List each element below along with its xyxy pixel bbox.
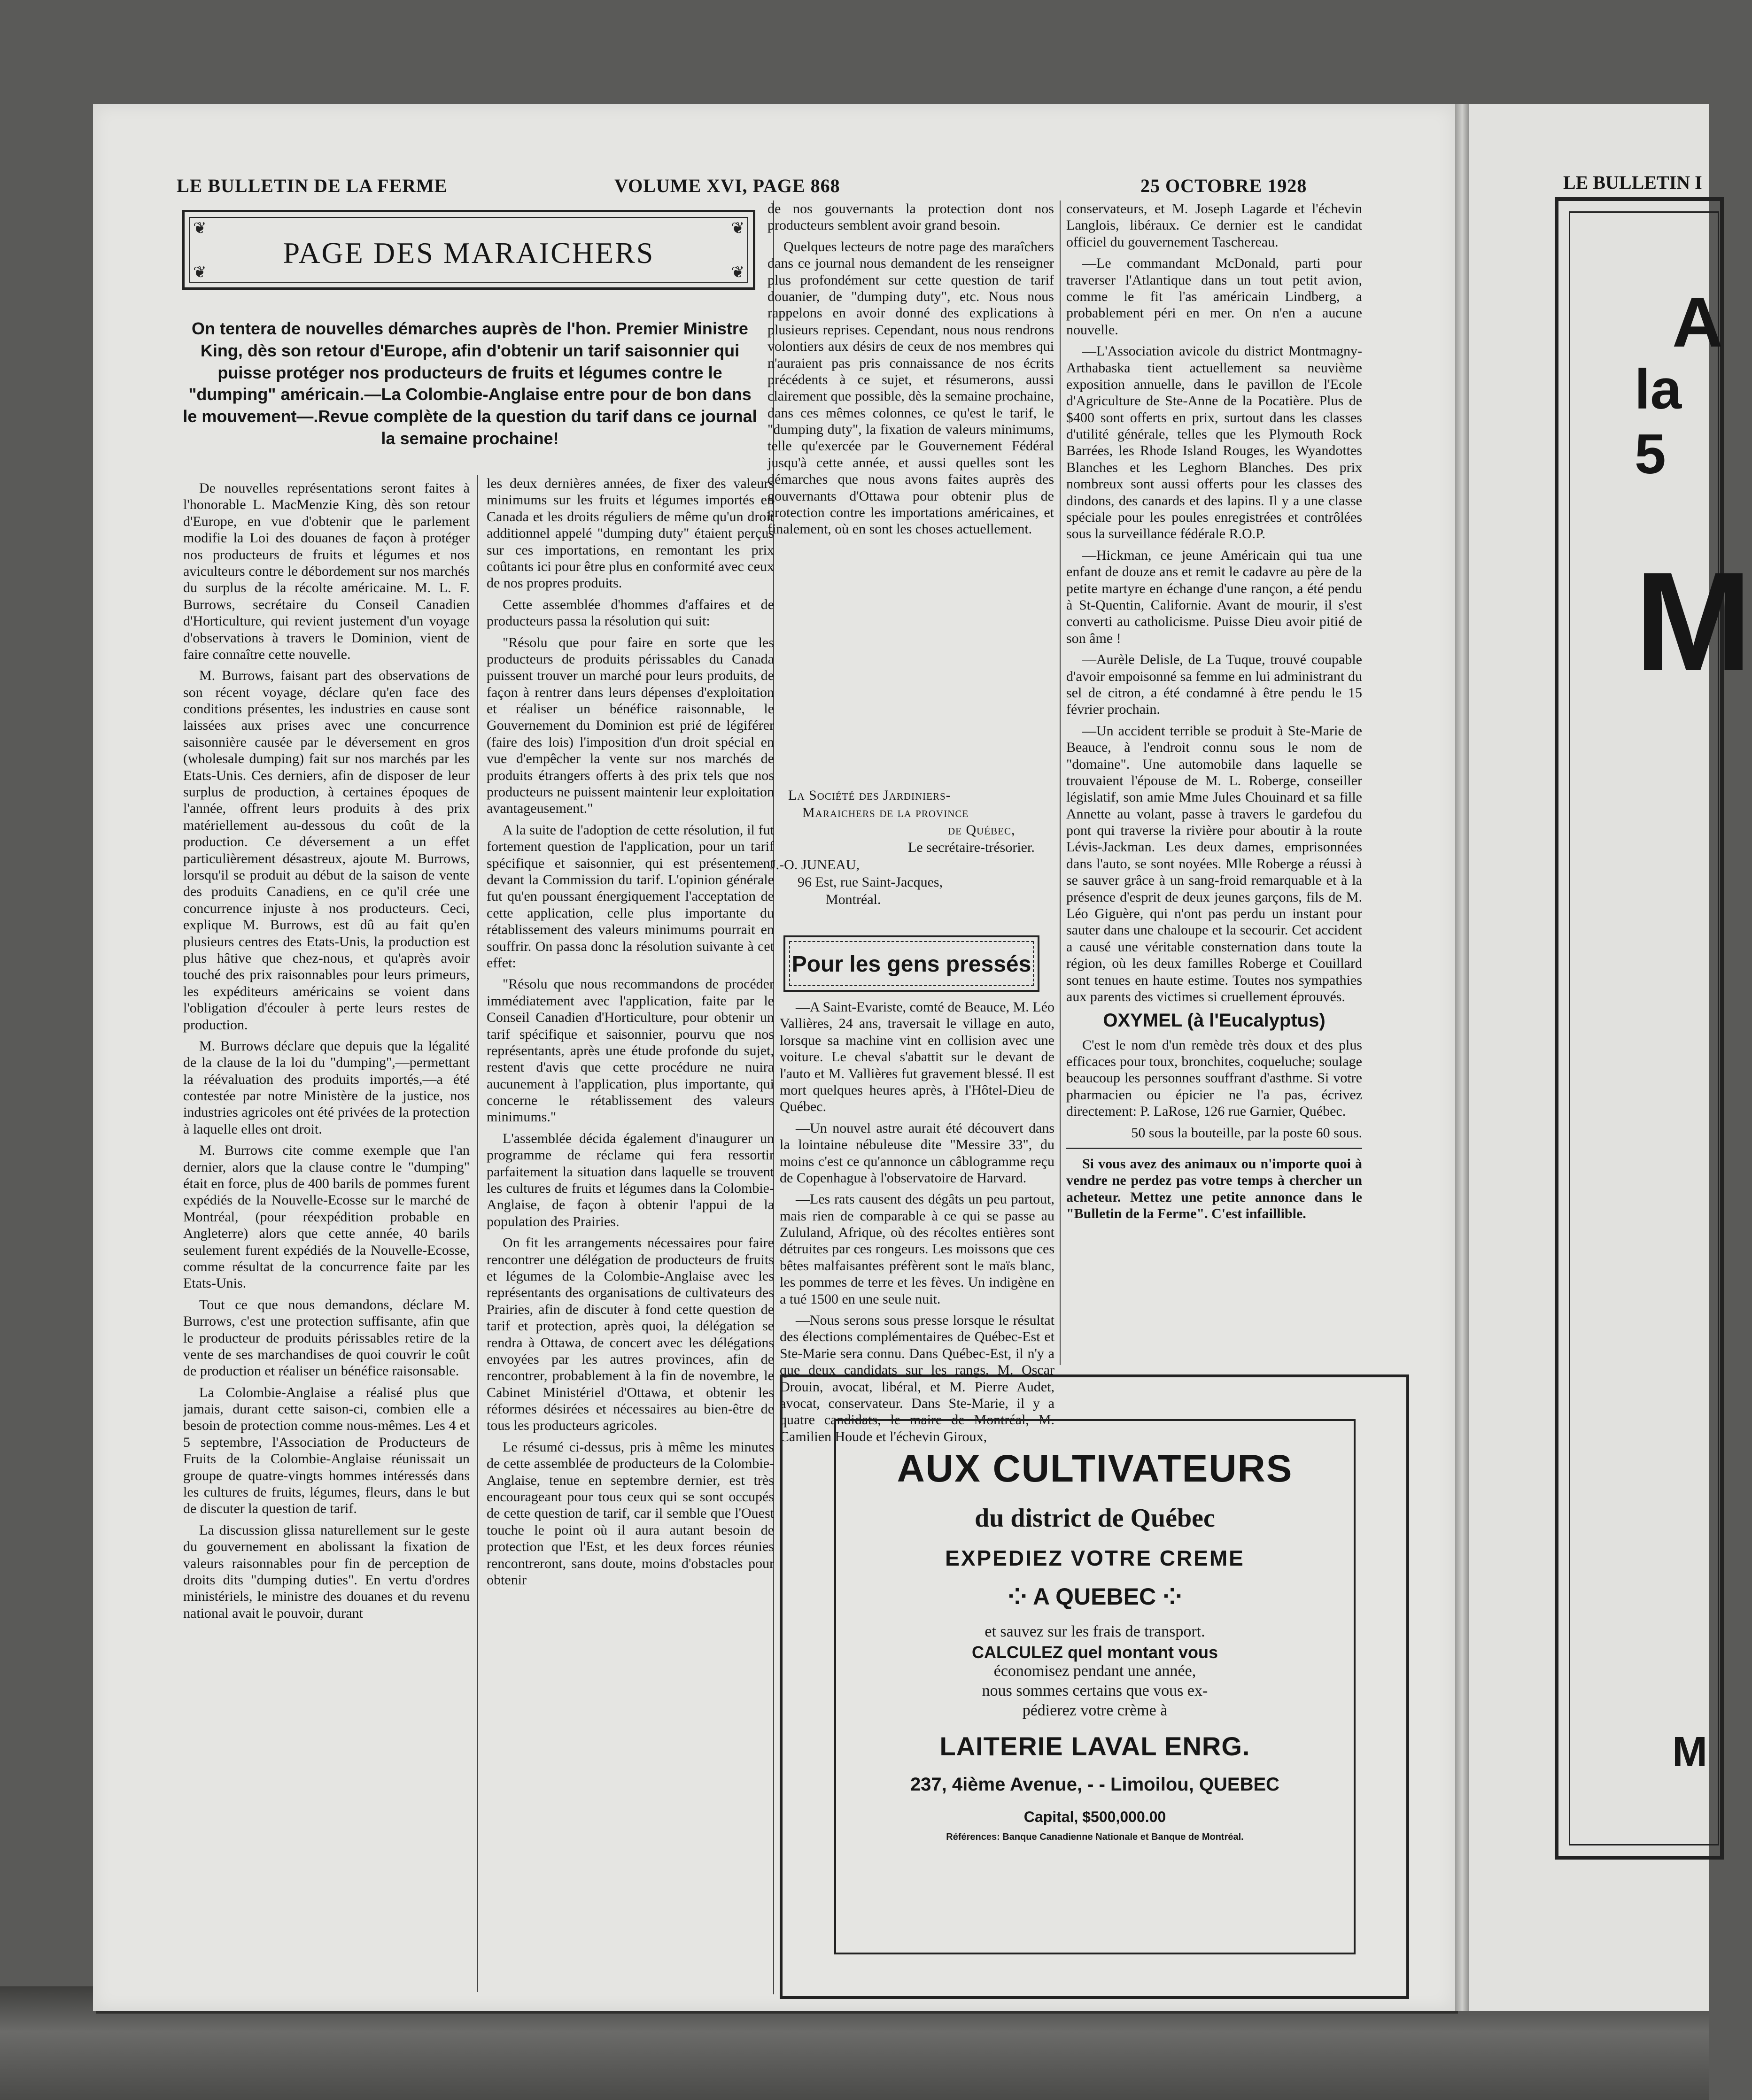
column-rule xyxy=(477,475,478,1992)
news-item: —Un nouvel astre aurait été découvert dans la lointaine nébuleuse dite "Messire 33", du moins c'est ce qu'annonce un câblogramme reçu de Copenhague à l'observatoire de Harvard. xyxy=(780,1120,1054,1186)
ad-references: Références: Banque Canadienne Nationale et Banque de Montréal. xyxy=(946,1832,1244,1842)
ad-line: nous sommes certains que vous ex- xyxy=(982,1682,1208,1699)
ornament-icon: ⁘ xyxy=(1008,1583,1033,1610)
news-briefs-column-4 xyxy=(1066,201,1362,1227)
news-item: —Les rats causent des dégâts un peu partout, mais rien de comparable à ce qui se passe au Zululand, Afrique, où des récoltes entières sont détruites par ces rongeurs. Les moissons que ces bêtes malfaisantes préfèrent sont le maïs blanc, les pommes de terre et les fèves. Un indigène en a tué 1500 en une seule nuit. xyxy=(780,1191,1054,1307)
article-column-1 xyxy=(183,480,470,1626)
news-item: —Un accident terrible se produit à Ste-Marie de Beauce, à l'endroit connu sous le nom de "domaine". Une automobile dans laquelle se trouvaient l'épouse de M. L. Roberge, conseiller législatif, son amie Mme Jules Chouinard et sa fille Annette au volant, passe à travers le gardefou du pont qui traverse la rivière pour aboutir à la route Lévis-Jackman. Les deux dames, emprisonnées dans l'auto, se sont noyées. Mlle Roberge a réussi à se sauver grâce à un sang-froid remarquable et à la présence d'esprit de deux jeunes garçons, fils de M. Léo Giguère, qui n'ont pas perdu un instant pour sauter dans une chaloupe et la secourir. Cet accident a causé une véritable consternation dans toute la région, où les deux familles Roberge et Couillard sont tenues en haute estime. Toutes nos sympathies aux parents des victimes si cruellement éprouvés. xyxy=(1066,723,1362,1004)
adjacent-page-text: la 5 xyxy=(1635,358,1682,486)
ad-line: EXPEDIEZ VOTRE CREME xyxy=(945,1546,1245,1570)
paragraph: M. Burrows déclare que depuis que la légalité de la clause de la loi du "dumping",—permettant la réévaluation des produits importés,—a été contestée par notre Ministère de la justice, nos industries agricoles ont été privées de la protection à laquelle elles ont droit. xyxy=(183,1038,470,1137)
news-item: —Nous serons sous presse lorsque le résultat des élections complémentaires de Québec-Est et Ste-Marie sera connu. Dans Québec-Est, il n'y a que deux candidats sur les rangs, M. Oscar Drouin, avocat, libéral, et M. Pierre Audet, avocat, conservateur. Dans Ste-Marie, il y a quatre candidats, le maire de Montréal, M. Camilien Houde et l'échevin Giroux, xyxy=(780,1312,1054,1444)
section-heading-box xyxy=(783,935,1039,992)
ornament-icon: ❦ xyxy=(193,264,207,281)
news-item: —L'Association avicole du district Montmagny-Arthabaska tient actuellement sa neuvième exposition annuelle, dans le pavillon de l'Ecole d'Agriculture de Ste-Anne de la Pocatière. Plus de $400 sont offerts en prix, surtout dans les classes d'utilité générale, telles que les Plymouth Rock Barrées, les Rhode Island Rouges, les Wyandottes Blanches et les Leghorn Blanches. Des prix nombreux sont aussi offerts pour les classes des dindons, des canards et des lapins. Il y a une classe spéciale pour les poules enregistrées et contrôlées sous la surveillance fédérale R.O.P. xyxy=(1066,343,1362,542)
binding-spine xyxy=(1455,104,1469,2011)
paragraph: A la suite de l'adoption de cette résolution, il fut fortement question de l'application, pour un tarif spécifique et saisonnier, qui est présentement devant la Commission du tarif. L'opinion générale fut qu'en poussant énergiquement l'acceptation de cette application, celle plus importante du rétablissement des valeurs minimums pourrait en souffrir. On passa donc la résolution suivante à cet effet: xyxy=(487,822,774,971)
signature-line: Le secrétaire-trésorier. xyxy=(908,840,1035,855)
ad-capital: Capital, $500,000.00 xyxy=(1023,1808,1166,1825)
news-item: —Hickman, ce jeune Américain qui tua une enfant de douze ans et remit le cadavre au père de la petite martyre en échange d'une rançon, a été pendu à St-Quentin, Californie. Avant de mourir, il s'est converti au catholicisme. Puisse Dieu avoir pitié de son âme ! xyxy=(1066,547,1362,646)
oxymel-body: C'est le nom d'un remède très doux et des plus efficaces pour toux, bronchites, coqueluche; soulage beaucoup les personnes souffrant d'asthme. Si votre pharmacien ou épicier ne l'a pas, écrivez directement: P. LaRose, 126 rue Garnier, Québec. xyxy=(1066,1037,1362,1119)
ad-subheading: du district de Québec xyxy=(975,1504,1215,1533)
ad-address: 237, 4ième Avenue, - - Limoilou, QUEBEC xyxy=(910,1774,1280,1795)
article-column-2 xyxy=(487,475,774,1593)
adjacent-page-text: M xyxy=(1635,542,1752,700)
paragraph: M. Burrows, faisant part des observations de son récent voyage, déclare qu'en face des conditions présentes, les industries en cause sont laissées aux prises avec une concurrence saisonnière causée par le déversement en gros (wholesale dumping) fait sur nos marchés par les Etats-Unis. Ces derniers, afin de disposer de leur surplus de production, à certaines époques de l'année, offrent leurs produits à des prix matériellement au-dessous du coût de la production. Ce déversement a un effet particulièrement désastreux, ajoute M. Burrows, lorsqu'il se produit au début de la saison de vente des produits Canadiens, en ce qu'il crée une concurrence injuste à nos producteurs. Ceci, explique M. Burrows, est dû au fait qu'en plusieurs centres des Etats-Unis, la production est plus hâtive que chez-nous, et qu'après avoir touché des prix raisonnables pour leurs primeurs, les expéditeurs américains se voient dans l'obligation d'écouler à perte leurs restes de production. xyxy=(183,668,470,1033)
separator xyxy=(1066,1148,1362,1149)
adjacent-page-text: M xyxy=(1672,1729,1707,1776)
headline: On tentera de nouvelles démarches auprès de l'hon. Premier Ministre King, dès son retour d'Europe, afin d'obtenir un tarif saisonnier qui puisse protéger nos producteurs de fruits et légumes contre le "dumping" américain.—La Colombie-Anglaise entre pour de bon dans le mouvement—.Revue complète de la question du tarif dans ce journal la semaine prochaine! xyxy=(183,319,757,448)
ornament-icon: ⁘ xyxy=(1156,1583,1182,1610)
signature-line: 96 Est, rue Saint-Jacques, xyxy=(798,874,943,890)
news-item: —Aurèle Delisle, de La Tuque, trouvé coupable d'avoir empoisonné sa femme en lui administrant du sel de citron, a été condamné à être pendu le 15 février prochain. xyxy=(1066,652,1362,718)
news-item: —A Saint-Evariste, comté de Beauce, M. Léo Vallières, 24 ans, traversait le village en auto, lorsque sa machine vint en collision avec une voiture. Le cheval s'abattit sur le devant de l'auto et M. Vallières fut gravement blessé. Il est mort quelques heures après, à l'Hôtel-Dieu de Québec. xyxy=(780,999,1054,1115)
signature-line: de Québec, xyxy=(948,822,1016,838)
ad-heading: AUX CULTIVATEURS xyxy=(897,1447,1293,1490)
signature-line: J.-O. JUNEAU, xyxy=(770,857,860,872)
signature-line: La Société des Jardiniers- xyxy=(788,788,951,803)
paragraph: "Résolu que nous recommandons de procéder immédiatement avec l'application, faite par le Conseil Canadien d'Horticulture, pour obtenir un tarif spécifique et saisonnier, pourvu que nos représentants, après une étude profonde du sujet, restent d'avis que cette procédure ne nuira aucunement à l'application, plus importante, qui concerne le rétablissement des valeurs minimums." xyxy=(487,976,774,1125)
title-box xyxy=(182,210,755,290)
section-heading: Pour les gens pressés xyxy=(791,952,1031,977)
signature-line: Maraichers de la province xyxy=(802,805,969,820)
paragraph: "Résolu que pour faire en sorte que les producteurs de produits périssables du Canada puissent trouver un marché pour leurs produits, de façon à rentrer dans leurs dépenses d'exploitation et réaliser un bénéfice raisonnable, le Gouvernement du Dominion est prié de légiférer (faire des lois) l'imposition d'un droit spécial en vue d'empêcher la vente sur nos marchés de produits étrangers offerts à des prix tels que nos producteurs ne puissent maintenir leur exploitation avantageusement." xyxy=(487,634,774,817)
classified-notice: Si vous avez des animaux ou n'importe quoi à vendre ne perdez pas votre temps à chercher un acheteur. Mettez une petite annonce dans le "Bulletin de la Ferme". C'est infaillible. xyxy=(1066,1156,1362,1222)
ad-company: LAITERIE LAVAL ENRG. xyxy=(939,1731,1250,1761)
ornament-icon: ❦ xyxy=(731,220,744,237)
page-title: PAGE DES MARAICHERS xyxy=(283,236,655,270)
paragraph: M. Burrows cite comme exemple que l'an dernier, alors que la clause contre le "dumping" était en force, plus de 400 barils de pommes furent expédiés de la Nouvelle-Ecosse sur le marché de Montréal, (pour réexpédition probable en Angleterre) alors que cette année, 40 barils seulement furent expédiés de la Nouvelle-Ecosse, comme résultat de la concurrence faite par les Etats-Unis. xyxy=(183,1143,470,1291)
advertisement xyxy=(834,1419,1356,1954)
oxymel-heading: OXYMEL (à l'Eucalyptus) xyxy=(1103,1010,1326,1031)
paragraph: La Colombie-Anglaise a réalisé plus que jamais, durant cette saison-ci, combien elle a besoin de protection comme nous-mêmes. Les 4 et 5 septembre, l'Association de Producteurs de Fruits de la Colombie-Anglaise réunissait un groupe de quatre-vingts hommes intéressés dans les cultures de fruits, légumes, fleurs, dans le but de discuter la question de tarif. xyxy=(183,1384,470,1517)
header-date: 25 OCTOBRE 1928 xyxy=(1140,175,1307,196)
signature-line: Montréal. xyxy=(826,892,881,907)
header-publication: LE BULLETIN DE LA FERME xyxy=(177,175,448,196)
paragraph: De nouvelles représentations seront faites à l'honorable L. MacMenzie King, dès son retour d'Europe, en vue d'obtenir que le parlement modifie la Loi des douanes de façon à protéger nos producteurs de fruits et légumes et nos aviculteurs contre le débordement sur nos marchés du surplus de la récolte américaine. M. L. F. Burrows, secrétaire du Conseil Canadien d'Horticulture, qui revient justement d'un voyage d'observations à travers le Dominion, vient de faire connaître cette nouvelle. xyxy=(183,480,470,662)
paragraph: La discussion glissa naturellement sur le geste du gouvernement en abolissant la fixation de valeurs raisonnables pour fin de perception de droits dits "dumping duties". En vertu d'ordres ministériels, le ministre des douanes et du revenu national avait le pouvoir, durant xyxy=(183,1522,470,1621)
paragraph: Tout ce que nous demandons, déclare M. Burrows, c'est une protection suffisante, afin que le producteur de produits périssables retire de la vente de ses marchandises de quoi couvrir le coût de production et réaliser un bénéfice raisonsable. xyxy=(183,1297,470,1379)
ad-line: économisez pendant une année, xyxy=(993,1662,1196,1680)
adjacent-page-text: A xyxy=(1672,283,1723,362)
article-column-3 xyxy=(767,201,1054,542)
ad-line: et sauvez sur les frais de transport. xyxy=(985,1623,1205,1640)
paragraph: Le résumé ci-dessus, pris à même les minutes de cette assemblée de producteurs de la Colombie-Anglaise, tenue en septembre dernier, est très encourageant pour tous ceux qui se sont occupés de cette question de tarif, car il semble que l'Ouest touche le point où il aura autant besoin de protection que l'Est, et les deux forces réunies rencontreront, sans doute, moins d'obstacles pour obtenir xyxy=(487,1439,774,1588)
paragraph: Quelques lecteurs de notre page des maraîchers dans ce journal nous demandent de les renseigner plus profondément sur cette question de tarif douanier, de "dumping duty", etc. Nous nous rappelons en avoir donné des explications à plusieurs reprises. Cependant, nous nous rendrons volontiers aux désirs de ceux de nos membres qui n'auraient pas pris connaissance de nos écrits précédents à ce sujet, et résumerons, aussi clairement que possible, dès la semaine prochaine, dans ces mêmes colonnes, ce qu'est le tarif, le "dumping duty", la fixation de valeurs minimums, telle qu'exercée par le Gouvernement Fédéral jusqu'à cette année, et aussi quelles sont les démarches que nous avons faites auprès des gouvernants d'Ottawa pour obtenir plus de protection contre les importations américaines, et finalement, où en sont les choses actuellement. xyxy=(767,239,1054,537)
news-item: —Le commandant McDonald, parti pour traverser l'Atlantique dans un tout petit avion, comme le fit l'as américain Lindberg, a probablement péri en mer. On n'en a aucune nouvelle. xyxy=(1066,255,1362,338)
ad-line: CALCULEZ quel montant vous xyxy=(972,1643,1218,1662)
newspaper-page xyxy=(93,104,1455,2011)
adjacent-page-header: LE BULLETIN I xyxy=(1563,172,1702,193)
paragraph: de nos gouvernants la protection dont nos producteurs semblent avoir grand besoin. xyxy=(767,201,1054,233)
ad-line xyxy=(836,1583,1354,1610)
column-rule xyxy=(1060,201,1061,1365)
paragraph: On fit les arrangements nécessaires pour faire rencontrer une délégation de producteurs de fruits et légumes de la Colombie-Anglaise avec les représentants des organisations de cultivateurs des Prairies, afin de discuter à fond cette question de tarif et protection, après quoi, la délégation se rendra à Ottawa, de concert avec les délégations envoyées par les autres provinces, afin de rencontrer, probablement à la fin de novembre, le Cabinet Ministériel d'Ottawa, et obtenir les réformes désirées et nécessaires au bien-être de tous les producteurs agricoles. xyxy=(487,1235,774,1434)
ornament-icon: ❦ xyxy=(731,264,744,281)
paragraph: L'assemblée décida également d'inaugurer un programme de réclame qui fera ressortir parfaitement la situation dans laquelle se trouvent les cultures de fruits et légumes dans la Colombie-Anglaise, de façon à obtenir l'appui de la population des Prairies. xyxy=(487,1130,774,1229)
oxymel-price: 50 sous la bouteille, par la poste 60 sous. xyxy=(1131,1125,1362,1141)
ad-line: pédierez votre crème à xyxy=(1022,1702,1168,1719)
ornament-icon: ❦ xyxy=(193,220,207,237)
news-item: conservateurs, et M. Joseph Lagarde et l'échevin Langlois, libéraux. Ce dernier est le candidat officiel du gouvernement Taschereau. xyxy=(1066,201,1362,250)
header-volume-page: VOLUME XVI, PAGE 868 xyxy=(614,175,840,196)
ad-city: A QUEBEC xyxy=(1033,1583,1156,1610)
paragraph: les deux dernières années, de fixer des valeurs minimums sur les fruits et légumes importés en Canada et les droits réguliers de même qu'un droit additionnel appelé "dumping duty" étaient perçus sur ces importations, en remontant les prix coûtants ici pour être plus en conformité avec ceux de nos propres produits. xyxy=(487,476,774,591)
paragraph: Cette assemblée d'hommes d'affaires et de producteurs passa la résolution qui suit: xyxy=(487,596,774,629)
